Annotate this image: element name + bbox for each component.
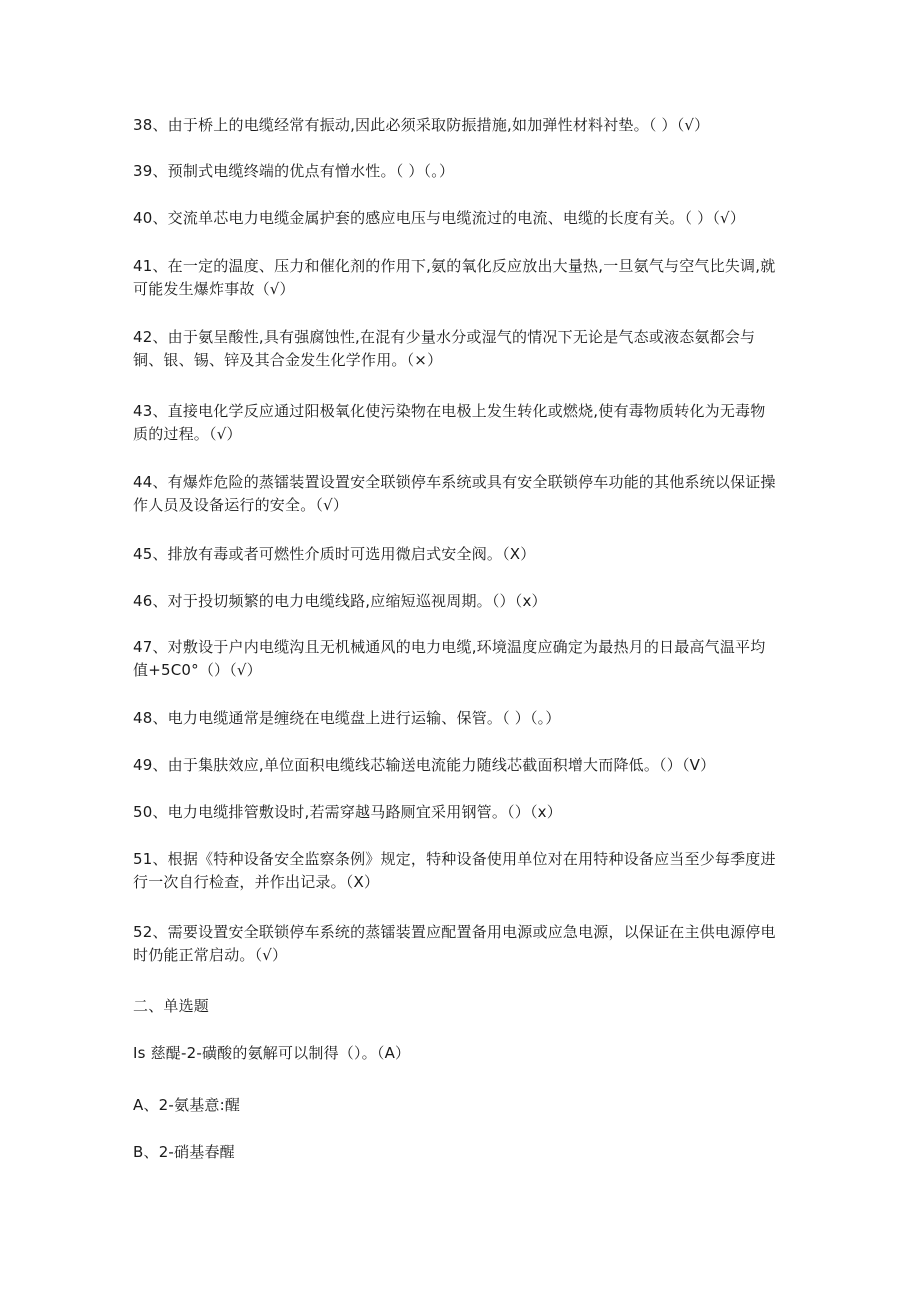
text-line: 41、在一定的温度、压力和催化剂的作用下,氨的氧化反应放出大量热,一旦氨气与空气比失调,就 (133, 257, 776, 275)
text-line: 值+5C0°（）（√） (133, 661, 262, 679)
question-38 (133, 114, 793, 137)
text-line: 43、直接电化学反应通过阳极氧化使污染物在电极上发生转化或燃烧,使有毒物质转化为无毒物 (133, 402, 766, 420)
text-line: 50、电力电缆排管敷设时,若需穿越马路厕宜采用钢管。（）（x） (133, 803, 562, 821)
text-line: 行一次自行检查，并作出记录。（X） (133, 873, 380, 891)
question-52 (133, 921, 793, 967)
text-line: 铜、银、锡、锌及其合金发生化学作用。（×） (133, 351, 443, 369)
text-line: 38、由于桥上的电缆经常有振动,因此必须采取防振措施,如加弹性材料衬垫。（ ）（√） (133, 116, 710, 134)
section-heading (133, 995, 793, 1018)
text-line: B、2-硝基春醒 (133, 1143, 235, 1161)
question-42 (133, 326, 793, 372)
question-49 (133, 754, 793, 777)
question-43 (133, 400, 793, 446)
text-line: 52、需要设置安全联锁停车系统的蒸镭装置应配置备用电源或应急电源，以保证在主供电源停电 (133, 923, 776, 941)
question-48 (133, 707, 793, 730)
text-line: 44、有爆炸危险的蒸镭装置设置安全联锁停车系统或具有安全联锁停车功能的其他系统以保证操 (133, 473, 776, 491)
text-line: 质的过程。（√） (133, 425, 242, 443)
question-39 (133, 160, 793, 183)
text-line: 47、对敷设于户内电缆沟且无机械通风的电力电缆,环境温度应确定为最热月的日最高气温平均 (133, 638, 766, 656)
text-line: 48、电力电缆通常是缠绕在电缆盘上进行运输、保管。（ ）（。） (133, 709, 561, 727)
question-single-choice (133, 1042, 793, 1065)
text-line: 二、单选题 (133, 997, 210, 1015)
text-line: A、2-氨基意:醒 (133, 1096, 241, 1114)
question-51 (133, 848, 793, 894)
question-46 (133, 590, 793, 613)
text-line: 49、由于集肤效应,单位面积电缆线芯输送电流能力随线芯截面积增大而降低。（）（V） (133, 756, 716, 774)
question-41 (133, 255, 793, 301)
question-40 (133, 207, 793, 230)
question-50 (133, 801, 793, 824)
text-line: 42、由于氨呈酸性,具有强腐蚀性,在混有少量水分或湿气的情况下无论是气态或液态氨都会与 (133, 328, 756, 346)
question-44 (133, 471, 793, 517)
text-line: 可能发生爆炸事故（√） (133, 280, 295, 298)
option-b (133, 1141, 793, 1164)
question-47 (133, 636, 793, 682)
text-line: 40、交流单芯电力电缆金属护套的感应电压与电缆流过的电流、电缆的长度有关。（ ）（√） (133, 209, 746, 227)
option-a (133, 1094, 793, 1117)
text-line: 39、预制式电缆终端的优点有憎水性。（ ）（。） (133, 162, 455, 180)
text-line: 作人员及设备运行的安全。（√） (133, 496, 349, 514)
text-line: 46、对于投切频繁的电力电缆线路,应缩短巡视周期。（）（x） (133, 592, 547, 610)
text-line: 45、排放有毒或者可燃性介质时可选用微启式安全阀。（X） (133, 545, 536, 563)
text-line: Is 慈醍-2-磺酸的氨解可以制得（）。（A） (133, 1044, 411, 1062)
text-line: 时仍能正常启动。（√） (133, 946, 288, 964)
question-45 (133, 543, 793, 566)
text-line: 51、根据《特种设备安全监察条例》规定，特种设备使用单位对在用特种设备应当至少每季度进 (133, 850, 776, 868)
